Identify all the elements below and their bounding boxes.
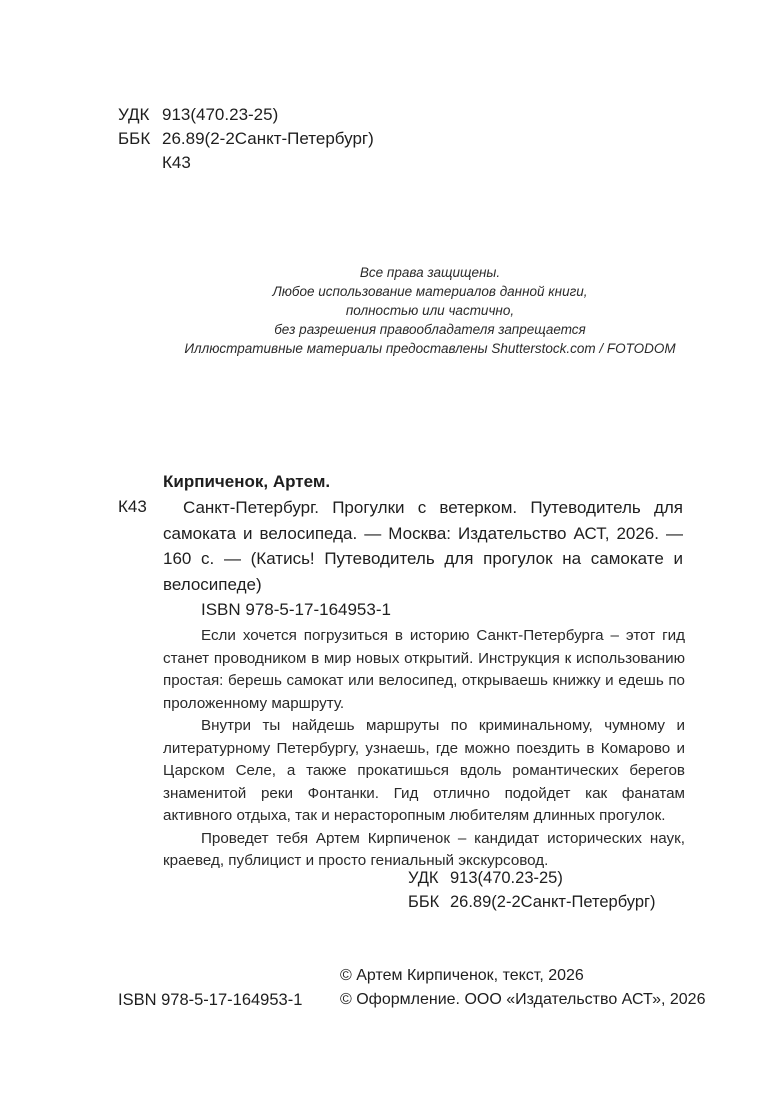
rights-line: Все права защищены. <box>359 265 501 280</box>
annotation-paragraph: Внутри ты найдешь маршруты по криминальному, чумному и литературному Петербургу, узнаешь, где можно поездить в Комарово и Царском Селе, а также прокатишься вдоль романтических берегов знаменитой реки Фонтанки. Гид отлично подойдет как фанатам активного отдыха, так и нерасторопным любителям длинных прогулок. <box>163 717 685 824</box>
annotation-paragraph: Если хочется погрузиться в историю Санкт-Петербурга – этот гид станет проводником в мир новых открытий. Инструкция к использованию простая: берешь самокат или велосипед, открываешь книжку и едешь по проложенному маршруту. <box>163 627 685 712</box>
rights-line: Иллюстративные материалы предоставлены Shutterstock.com / FOTODOM <box>184 341 676 356</box>
author-mark-record: К43 <box>118 497 147 516</box>
udk-label: УДК <box>408 869 439 887</box>
udk-label: УДК <box>118 105 150 124</box>
bbk-value: 26.89(2-2Санкт-Петербург) <box>450 893 656 911</box>
copyright-design: © Оформление. ООО «Издательство АСТ», 2026 <box>340 991 706 1008</box>
copyright-text: © Артем Кирпиченок, текст, 2026 <box>340 967 584 984</box>
rights-line: полностью или частично, <box>345 303 515 318</box>
bbk-label: ББК <box>118 129 151 148</box>
bbk-value: 26.89(2-2Санкт-Петербург) <box>162 129 374 148</box>
rights-notice <box>170 263 690 358</box>
udk-value: 913(470.23-25) <box>162 105 279 124</box>
udk-value: 913(470.23-25) <box>450 869 563 887</box>
author-mark: К43 <box>162 153 191 172</box>
annotation-paragraph: Проведет тебя Артем Кирпиченок – кандидат исторических наук, краевед, публицист и просто гениальный экскурсовод. <box>163 829 685 869</box>
isbn-record: ISBN 978-5-17-164953-1 <box>201 600 391 619</box>
description-text: Санкт-Петербург. Прогулки с ветерком. Путеводитель для самоката и велосипеда. — Москва: Издательство АСТ, 2026. — 160 с. — (Катись! Путеводитель для прогулок на самокате и велосипеде) <box>163 498 683 594</box>
isbn-footer: ISBN 978-5-17-164953-1 <box>118 991 303 1009</box>
author-heading: Кирпиченок, Артем. <box>163 472 331 491</box>
rights-line: без разрешения правообладателя запрещается <box>274 322 586 337</box>
annotation <box>163 625 685 873</box>
rights-line: Любое использование материалов данной книги, <box>272 284 588 299</box>
copyright-block <box>340 964 705 1012</box>
bibliographic-description <box>163 495 683 597</box>
bbk-label: ББК <box>408 893 440 911</box>
